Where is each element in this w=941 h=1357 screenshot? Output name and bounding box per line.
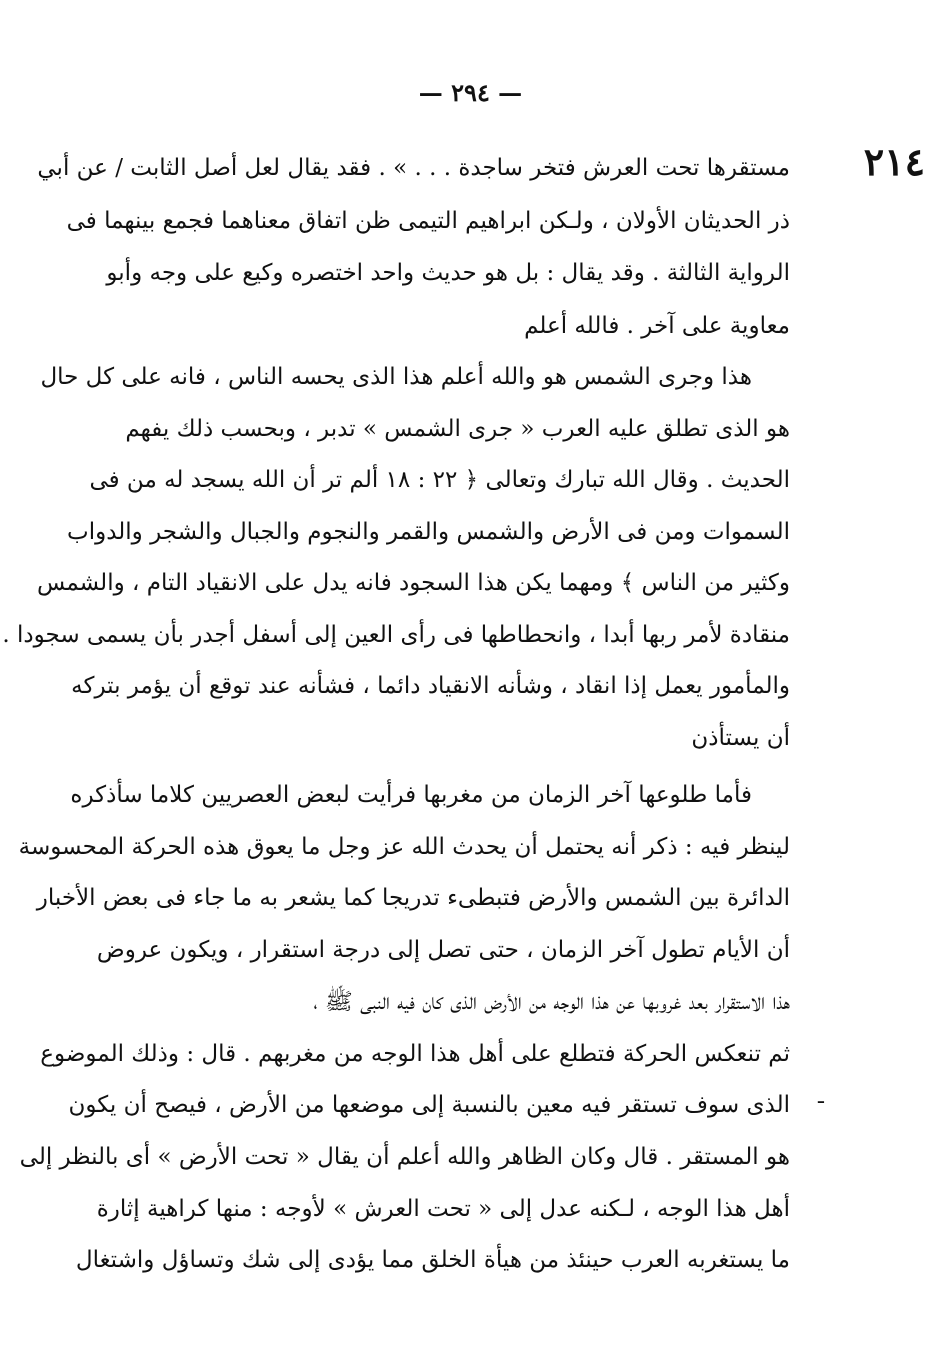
text-line: ما يستغربه العرب حينئذ من هيأة الخلق مما يؤدى إلى شك وتساؤل واشتغال xyxy=(75,1247,790,1274)
margin-mark: ـ xyxy=(818,1084,824,1108)
text-line: وكثير من الناس ﴾ ومهما يكن هذا السجود فانه يدل على الانقياد التام ، والشمس xyxy=(37,570,790,596)
text-line: ذر الحديثان الأولان ، ولـكن ابراهيم التيمى ظن اتفاق معناهما فجمع بينهما فى xyxy=(66,207,790,234)
margin-reference-number: ٢١٤ xyxy=(863,139,925,184)
text-line: أن يستأذن xyxy=(691,724,790,751)
paragraph-1 xyxy=(37,142,790,352)
text-line: الرواية الثالثة . وقد يقال : بل هو حديث واحد اختصره وكيع على وجه وأبو xyxy=(106,260,790,286)
text-line: الدائرة بين الشمس والأرض فتبطىء تدريجا كما يشعر به ما جاء فى بعض الأخبار xyxy=(36,885,790,912)
paragraph-2 xyxy=(2,352,790,764)
text-line: والمأمور يعمل إذا انقاد ، وشأنه الانقياد دائما ، فشأنه عند توقع أن يؤمر بتركه xyxy=(71,673,790,699)
page-number: — ٢٩٤ — xyxy=(418,78,523,107)
text-line: هذا وجرى الشمس هو والله أعلم هذا الذى يحسه الناس ، فانه على كل حال xyxy=(40,364,752,390)
text-line: هو المستقر . قال وكان الظاهر والله أعلم أن يقال « تحت الأرض » أى بالنظر إلى xyxy=(19,1143,790,1170)
text-line: لينظر فيه : ذكر أنه يحتمل أن يحدث الله عز وجل ما يعوق هذه الحركة المحسوسة xyxy=(18,833,790,860)
text-line: فأما طلوعها آخر الزمان من مغربها فرأيت لبعض العصريين كلاما سأذكره xyxy=(70,782,752,808)
text-line: هذا الاستقرار بعد غروبها عن هذا الوجه من الأرض الذى كان فيه النبى ﷺ ، xyxy=(313,988,790,1015)
text-line: هو الذى تطلق عليه العرب « جرى الشمس » تدبر ، وبحسب ذلك يفهم xyxy=(125,415,790,442)
paragraph-3 xyxy=(18,770,790,1287)
text-line: معاوية على آخر . فالله أعلم xyxy=(524,312,790,339)
text-line: ثم تنعكس الحركة فتطلع على أهل هذا الوجه من مغربهم . قال : وذلك الموضوع xyxy=(40,1040,790,1067)
text-line: مستقرها تحت العرش فتخر ساجدة . . . » . فقد يقال لعل أصل الثابت / عن أبي xyxy=(37,155,790,181)
text-line: منقادة لأمر ربها أبدا ، وانحطاطها فى رأى العين إلى أسفل أجدر بأن يسمى سجودا . xyxy=(2,621,790,648)
text-line: السموات ومن فى الأرض والشمس والقمر والنجوم والجبال والشجر والدواب xyxy=(67,518,790,545)
text-line: أن الأيام تطول آخر الزمان ، حتى تصل إلى درجة استقرار ، ويكون عروض xyxy=(96,937,790,964)
text-line: الحديث . وقال الله تبارك وتعالى ﴿ ٢٢ : ١٨ ألم تر أن الله يسجد له من فى xyxy=(89,467,790,493)
text-line: الذى سوف تستقر فيه معين بالنسبة إلى موضعها من الأرض ، فيصح أن يكون xyxy=(68,1092,790,1119)
text-line: أهل هذا الوجه ، لـكنه عدل إلى « تحت العرش » لأوجه : منها كراهية إثارة xyxy=(96,1195,790,1222)
